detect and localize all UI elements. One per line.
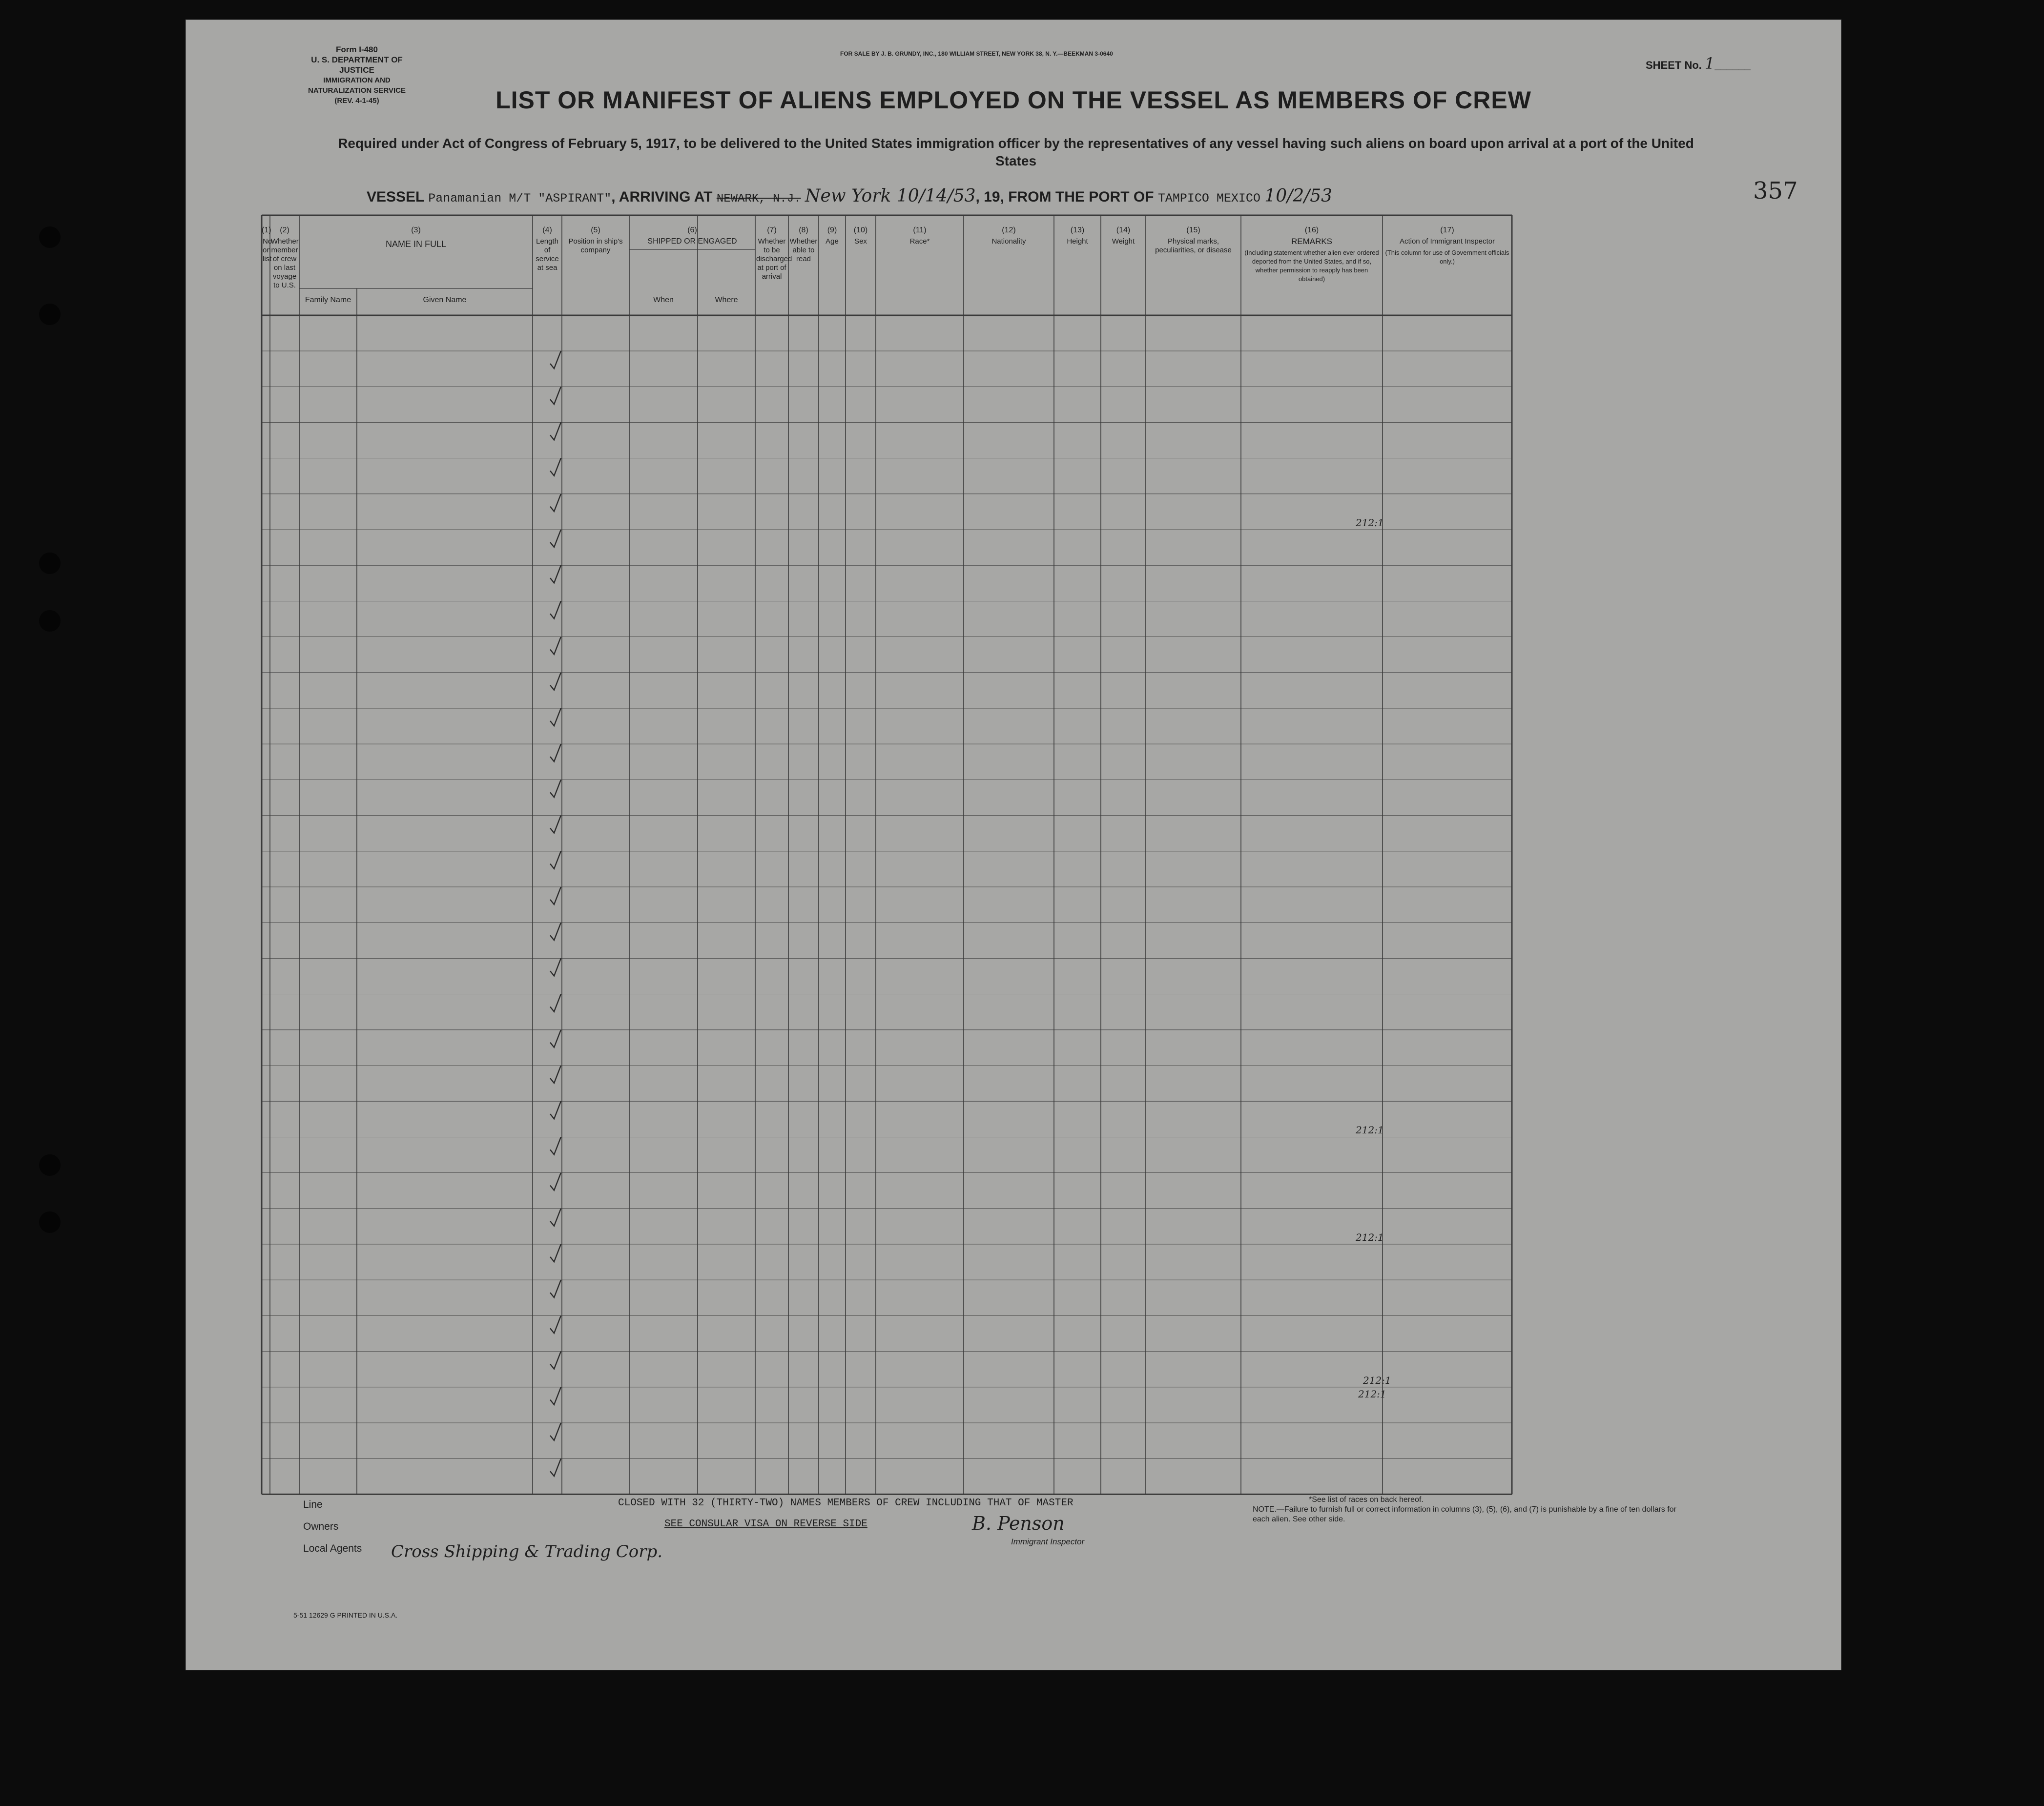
header-c15-label: Physical marks, peculiarities, or disease [1155, 237, 1232, 254]
local-agents-label: Local Agents [303, 1543, 362, 1554]
header-c11-label: Race* [909, 237, 930, 246]
binder-hole [39, 1211, 61, 1233]
sheet-label: SHEET No. [1646, 59, 1702, 71]
column-number-c1: (1) [262, 226, 271, 234]
for-sale-line: FOR SALE BY J. B. GRUNDY, INC., 180 WILLIAM STREET, NEW YORK 38, N. Y.—BEEKMAN 3-0640 [840, 50, 1113, 57]
handwritten-code: 212:1 [1356, 517, 1384, 529]
column-number-c7: (7) [767, 226, 777, 234]
check-mark-icon [550, 1137, 561, 1154]
page-title: LIST OR MANIFEST OF ALIENS EMPLOYED ON THE VESSEL AS MEMBERS OF CREW [496, 86, 1531, 114]
sheet-no-value: 1 [1705, 54, 1715, 73]
header-c14-label: Weight [1112, 237, 1135, 246]
check-mark-icon [550, 1315, 561, 1333]
check-mark-icon [550, 1387, 561, 1405]
check-mark-icon [550, 994, 561, 1012]
check-mark-icon [550, 1173, 561, 1190]
header-where: Where [715, 296, 738, 304]
check-mark-icon [550, 887, 561, 904]
binder-hole [39, 226, 61, 248]
header-c8-label: Whether able to read [789, 237, 818, 263]
header-c17-note: (This column for use of Government officials only.) [1385, 249, 1509, 265]
column-number-c9: (9) [827, 226, 837, 234]
binder-hole [39, 304, 61, 325]
check-mark-icon [550, 637, 561, 655]
vessel-name: Panamanian M/T "ASPIRANT" [428, 191, 612, 205]
column-number-c12: (12) [1002, 226, 1016, 234]
header-name-in-full: NAME IN FULL [385, 239, 447, 249]
inspector-label: Immigrant Inspector [1011, 1537, 1085, 1546]
check-mark-icon [550, 1030, 561, 1047]
table-grid [186, 20, 1841, 1670]
header-c5-label: Position in ship's company [568, 237, 623, 254]
column-number-c2: (2) [280, 226, 289, 234]
check-mark-icon [550, 780, 561, 797]
inspector-signature: B. Penson [972, 1513, 1065, 1534]
check-mark-icon [550, 1423, 561, 1440]
column-number-c14: (14) [1116, 226, 1131, 234]
header-c13-label: Height [1067, 237, 1088, 246]
header-c9-label: Age [826, 237, 839, 246]
handwritten-code: 212:1 [1358, 1388, 1386, 1400]
header-c10-label: Sex [854, 237, 867, 246]
arriving-struck: NEWARK, N.J. [716, 192, 801, 205]
check-mark-icon [550, 1101, 561, 1119]
header-c1-label: No. on list [263, 237, 274, 263]
manifest-sheet [186, 20, 1841, 1670]
column-number-c8: (8) [799, 226, 808, 234]
header-c4-label: Length of service at sea [536, 237, 559, 272]
page-subtitle: Required under Act of Congress of February 5, 1917, to be delivered to the United States immigration officer by the representatives of any vessel having such aliens on board upon arrival at a port of the United States [338, 136, 1694, 168]
column-number-c10: (10) [853, 226, 868, 234]
column-number-c5: (5) [591, 226, 600, 234]
year-label: , 19 [975, 189, 1000, 205]
check-mark-icon [550, 708, 561, 726]
check-mark-icon [550, 744, 561, 761]
vessel-label: VESSEL [367, 189, 424, 205]
header-c12-label: Nationality [991, 237, 1026, 246]
check-mark-icon [550, 422, 561, 440]
header-shipped-or-engaged: SHIPPED OR ENGAGED [647, 237, 737, 246]
column-number-c3: (3) [411, 226, 421, 234]
from-date: 10/2/53 [1264, 186, 1333, 206]
binder-hole [39, 610, 61, 632]
handwritten-code: 212:1 [1356, 1231, 1384, 1243]
check-mark-icon [550, 958, 561, 976]
column-number-c6: (6) [687, 226, 697, 234]
header-c16-title: REMARKS [1291, 237, 1333, 246]
local-agent-handwritten: Cross Shipping & Trading Corp. [391, 1542, 663, 1561]
check-mark-icon [550, 494, 561, 512]
header-given-name: Given Name [423, 296, 467, 304]
column-number-c15: (15) [1186, 226, 1200, 234]
check-mark-icon [550, 673, 561, 690]
check-mark-icon [550, 351, 561, 369]
binder-hole [39, 1154, 61, 1176]
check-mark-icon [550, 530, 561, 547]
from-port: TAMPICO MEXICO [1157, 191, 1260, 205]
check-mark-icon [550, 565, 561, 583]
consular-visa-note: SEE CONSULAR VISA ON REVERSE SIDE [664, 1519, 867, 1530]
check-mark-icon [550, 1352, 561, 1369]
column-number-c13: (13) [1070, 226, 1085, 234]
races-note: *See list of races on back hereof. [1309, 1496, 1424, 1504]
header-c16-note: (Including statement whether alien ever ordered deported from the United States, and if so, whether permission to reapply has been obtained) [1244, 249, 1379, 283]
printer-mark: 5-51 12629 G PRINTED IN U.S.A. [293, 1611, 398, 1619]
check-mark-icon [550, 387, 561, 404]
department: U. S. DEPARTMENT OF JUSTICE [311, 55, 403, 75]
check-mark-icon [550, 1066, 561, 1083]
check-mark-icon [550, 851, 561, 869]
service: IMMIGRATION AND NATURALIZATION SERVICE [308, 76, 406, 95]
line-label: Line [303, 1499, 323, 1510]
column-number-c17: (17) [1440, 226, 1454, 234]
column-number-c4: (4) [542, 226, 552, 234]
stamp-number: 357 [1753, 177, 1798, 205]
check-mark-icon [550, 1458, 561, 1476]
column-number-c11: (11) [913, 226, 927, 234]
penalty-note: NOTE.—Failure to furnish full or correct information in columns (3), (5), (6), and (7) is punishable by a fine of ten dollars for each alien. See other side. [1253, 1505, 1676, 1523]
check-mark-icon [550, 816, 561, 833]
arriving-label: , ARRIVING AT [611, 189, 713, 205]
header-c2-label: Whether member of crew on last voyage to U.S. [271, 237, 299, 289]
form-number: Form I-480 [336, 45, 378, 54]
handwritten-code: 212:1 [1356, 1124, 1384, 1136]
check-mark-icon [550, 458, 561, 476]
from-label: , FROM THE PORT OF [1000, 189, 1154, 205]
arriving-handwritten: New York 10/14/53 [805, 186, 976, 206]
check-mark-icon [550, 1280, 561, 1297]
header-when: When [653, 296, 674, 304]
check-mark-icon [550, 923, 561, 940]
check-mark-icon [550, 1209, 561, 1226]
handwritten-code: 212:1 [1363, 1374, 1391, 1386]
check-mark-icon [550, 1244, 561, 1262]
header-c17-title: Action of Immigrant Inspector [1399, 237, 1495, 246]
owners-label: Owners [303, 1521, 339, 1532]
closed-statement: CLOSED WITH 32 (THIRTY-TWO) NAMES MEMBERS OF CREW INCLUDING THAT OF MASTER [618, 1498, 1074, 1509]
revision: (REV. 4-1-45) [334, 97, 379, 105]
binder-hole [39, 553, 61, 574]
header-c7-label: Whether to be discharged at port of arrival [756, 237, 792, 281]
header-family-name: Family Name [305, 296, 351, 304]
sheet-number: SHEET No. 1______ [1646, 54, 1751, 73]
column-number-c16: (16) [1304, 226, 1319, 234]
check-mark-icon [550, 601, 561, 618]
